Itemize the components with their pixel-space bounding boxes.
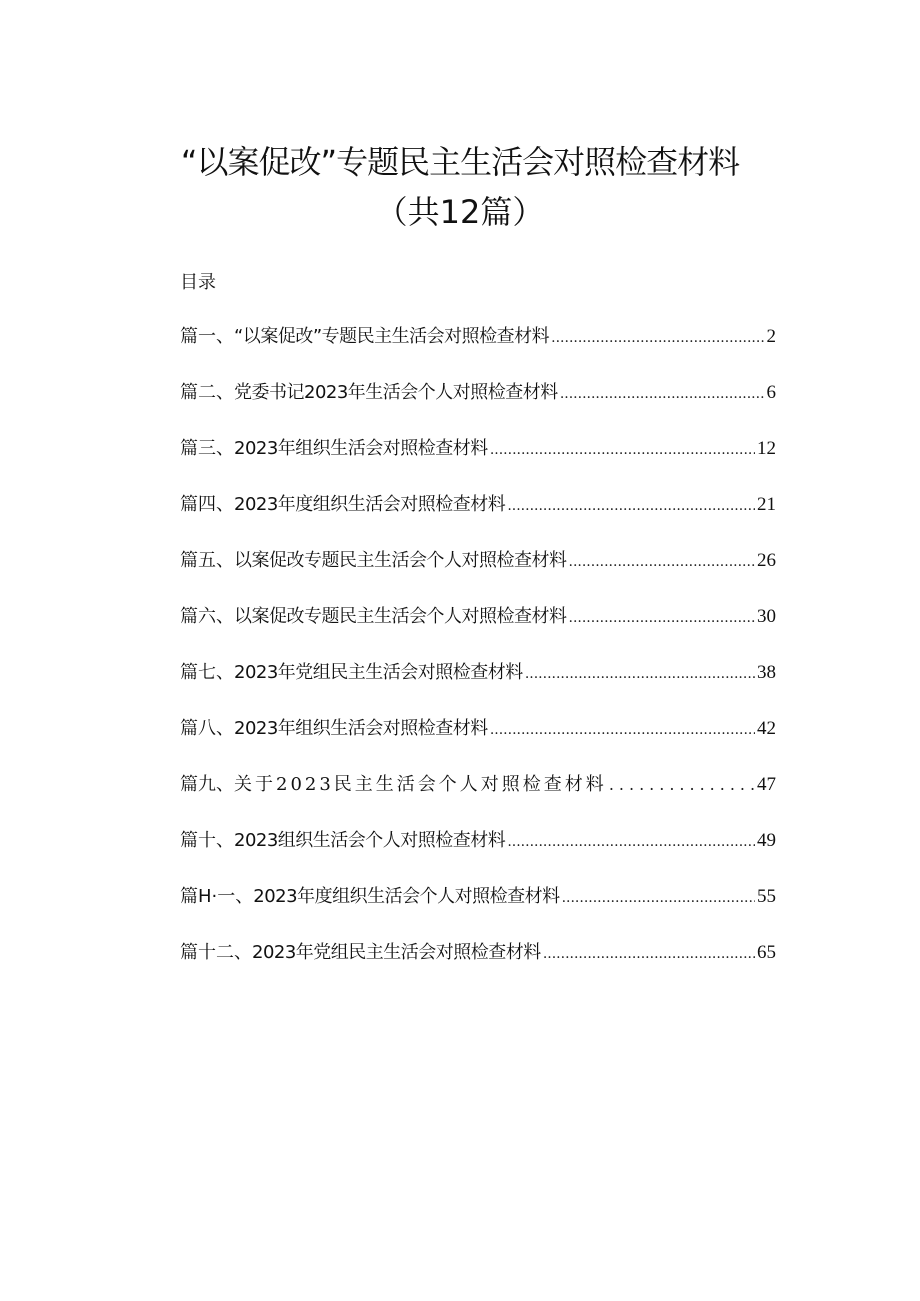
toc-entry-page: 55	[757, 886, 776, 907]
dot-leader	[560, 386, 765, 402]
document-title	[0, 138, 920, 234]
toc-heading: 目录	[180, 272, 216, 293]
dot-leader	[609, 775, 755, 794]
dot-leader	[507, 498, 755, 514]
toc-entry-3[interactable]	[180, 434, 776, 490]
dot-leader	[569, 610, 756, 626]
dot-leader	[490, 442, 755, 458]
toc-entry-title: 2023年党组民主生活会对照检查材料	[234, 662, 523, 683]
toc-entry-page: 6	[766, 382, 776, 403]
toc-entry-7[interactable]	[180, 658, 776, 714]
dot-leader	[569, 554, 756, 570]
toc-entry-6[interactable]	[180, 602, 776, 658]
toc-entry-page: 47	[757, 774, 776, 795]
dot-leader	[543, 946, 755, 962]
toc-entry-title: “以案促改”专题民主生活会对照检查材料	[234, 326, 550, 347]
toc-entry-title: 以案促改专题民主生活会个人对照检查材料	[234, 550, 567, 571]
toc-entry-2[interactable]	[180, 378, 776, 434]
dot-leader	[507, 834, 755, 850]
toc-entry-8[interactable]	[180, 714, 776, 770]
table-of-contents	[180, 322, 776, 994]
toc-entry-prefix: 篇九、	[180, 774, 234, 795]
toc-entry-prefix: 篇八、	[180, 718, 234, 739]
toc-entry-page: 12	[757, 438, 776, 459]
toc-entry-title: 2023年度组织生活会个人对照检查材料	[253, 886, 560, 907]
toc-entry-page: 49	[757, 830, 776, 851]
toc-entry-page: 21	[757, 494, 776, 515]
toc-entry-prefix: 篇十、	[180, 830, 234, 851]
toc-entry-title: 党委书记2023年生活会个人对照检查材料	[234, 382, 558, 403]
toc-entry-11[interactable]	[180, 882, 776, 938]
toc-entry-page: 26	[757, 550, 776, 571]
toc-entry-page: 30	[757, 606, 776, 627]
toc-entry-prefix: 篇四、	[180, 494, 234, 515]
toc-entry-prefix: 篇三、	[180, 438, 234, 459]
toc-entry-1[interactable]	[180, 322, 776, 378]
dot-leader	[490, 722, 755, 738]
toc-entry-title: 2023年组织生活会对照检查材料	[234, 438, 488, 459]
toc-entry-prefix: 篇H·一、	[180, 886, 254, 907]
toc-entry-prefix: 篇二、	[180, 382, 234, 403]
toc-entry-9[interactable]	[180, 770, 776, 826]
toc-entry-title: 2023年度组织生活会对照检查材料	[234, 494, 506, 515]
toc-entry-title: 2023年党组民主生活会对照检查材料	[252, 942, 541, 963]
toc-entry-prefix: 篇七、	[180, 662, 234, 683]
dot-leader	[525, 666, 755, 682]
toc-entry-5[interactable]	[180, 546, 776, 602]
title-line-1: “以案促改”专题民主生活会对照检查材料	[180, 143, 740, 181]
title-line-2: （共12篇）	[375, 193, 545, 231]
dot-leader	[562, 890, 755, 906]
toc-entry-prefix: 篇五、	[180, 550, 234, 571]
toc-entry-12[interactable]	[180, 938, 776, 994]
toc-entry-page: 42	[757, 718, 776, 739]
toc-entry-prefix: 篇十二、	[180, 942, 252, 963]
toc-entry-page: 2	[766, 326, 776, 347]
toc-entry-10[interactable]	[180, 826, 776, 882]
toc-entry-page: 38	[757, 662, 776, 683]
toc-entry-title: 以案促改专题民主生活会个人对照检查材料	[234, 606, 567, 627]
toc-entry-page: 65	[757, 942, 776, 963]
toc-entry-title: 关于2023民主生活会个人对照检查材料	[234, 774, 607, 795]
toc-entry-title: 2023年组织生活会对照检查材料	[234, 718, 488, 739]
toc-entry-prefix: 篇一、	[180, 326, 234, 347]
toc-entry-prefix: 篇六、	[180, 606, 234, 627]
toc-entry-title: 2023组织生活会个人对照检查材料	[234, 830, 506, 851]
toc-entry-4[interactable]	[180, 490, 776, 546]
dot-leader	[551, 330, 764, 346]
